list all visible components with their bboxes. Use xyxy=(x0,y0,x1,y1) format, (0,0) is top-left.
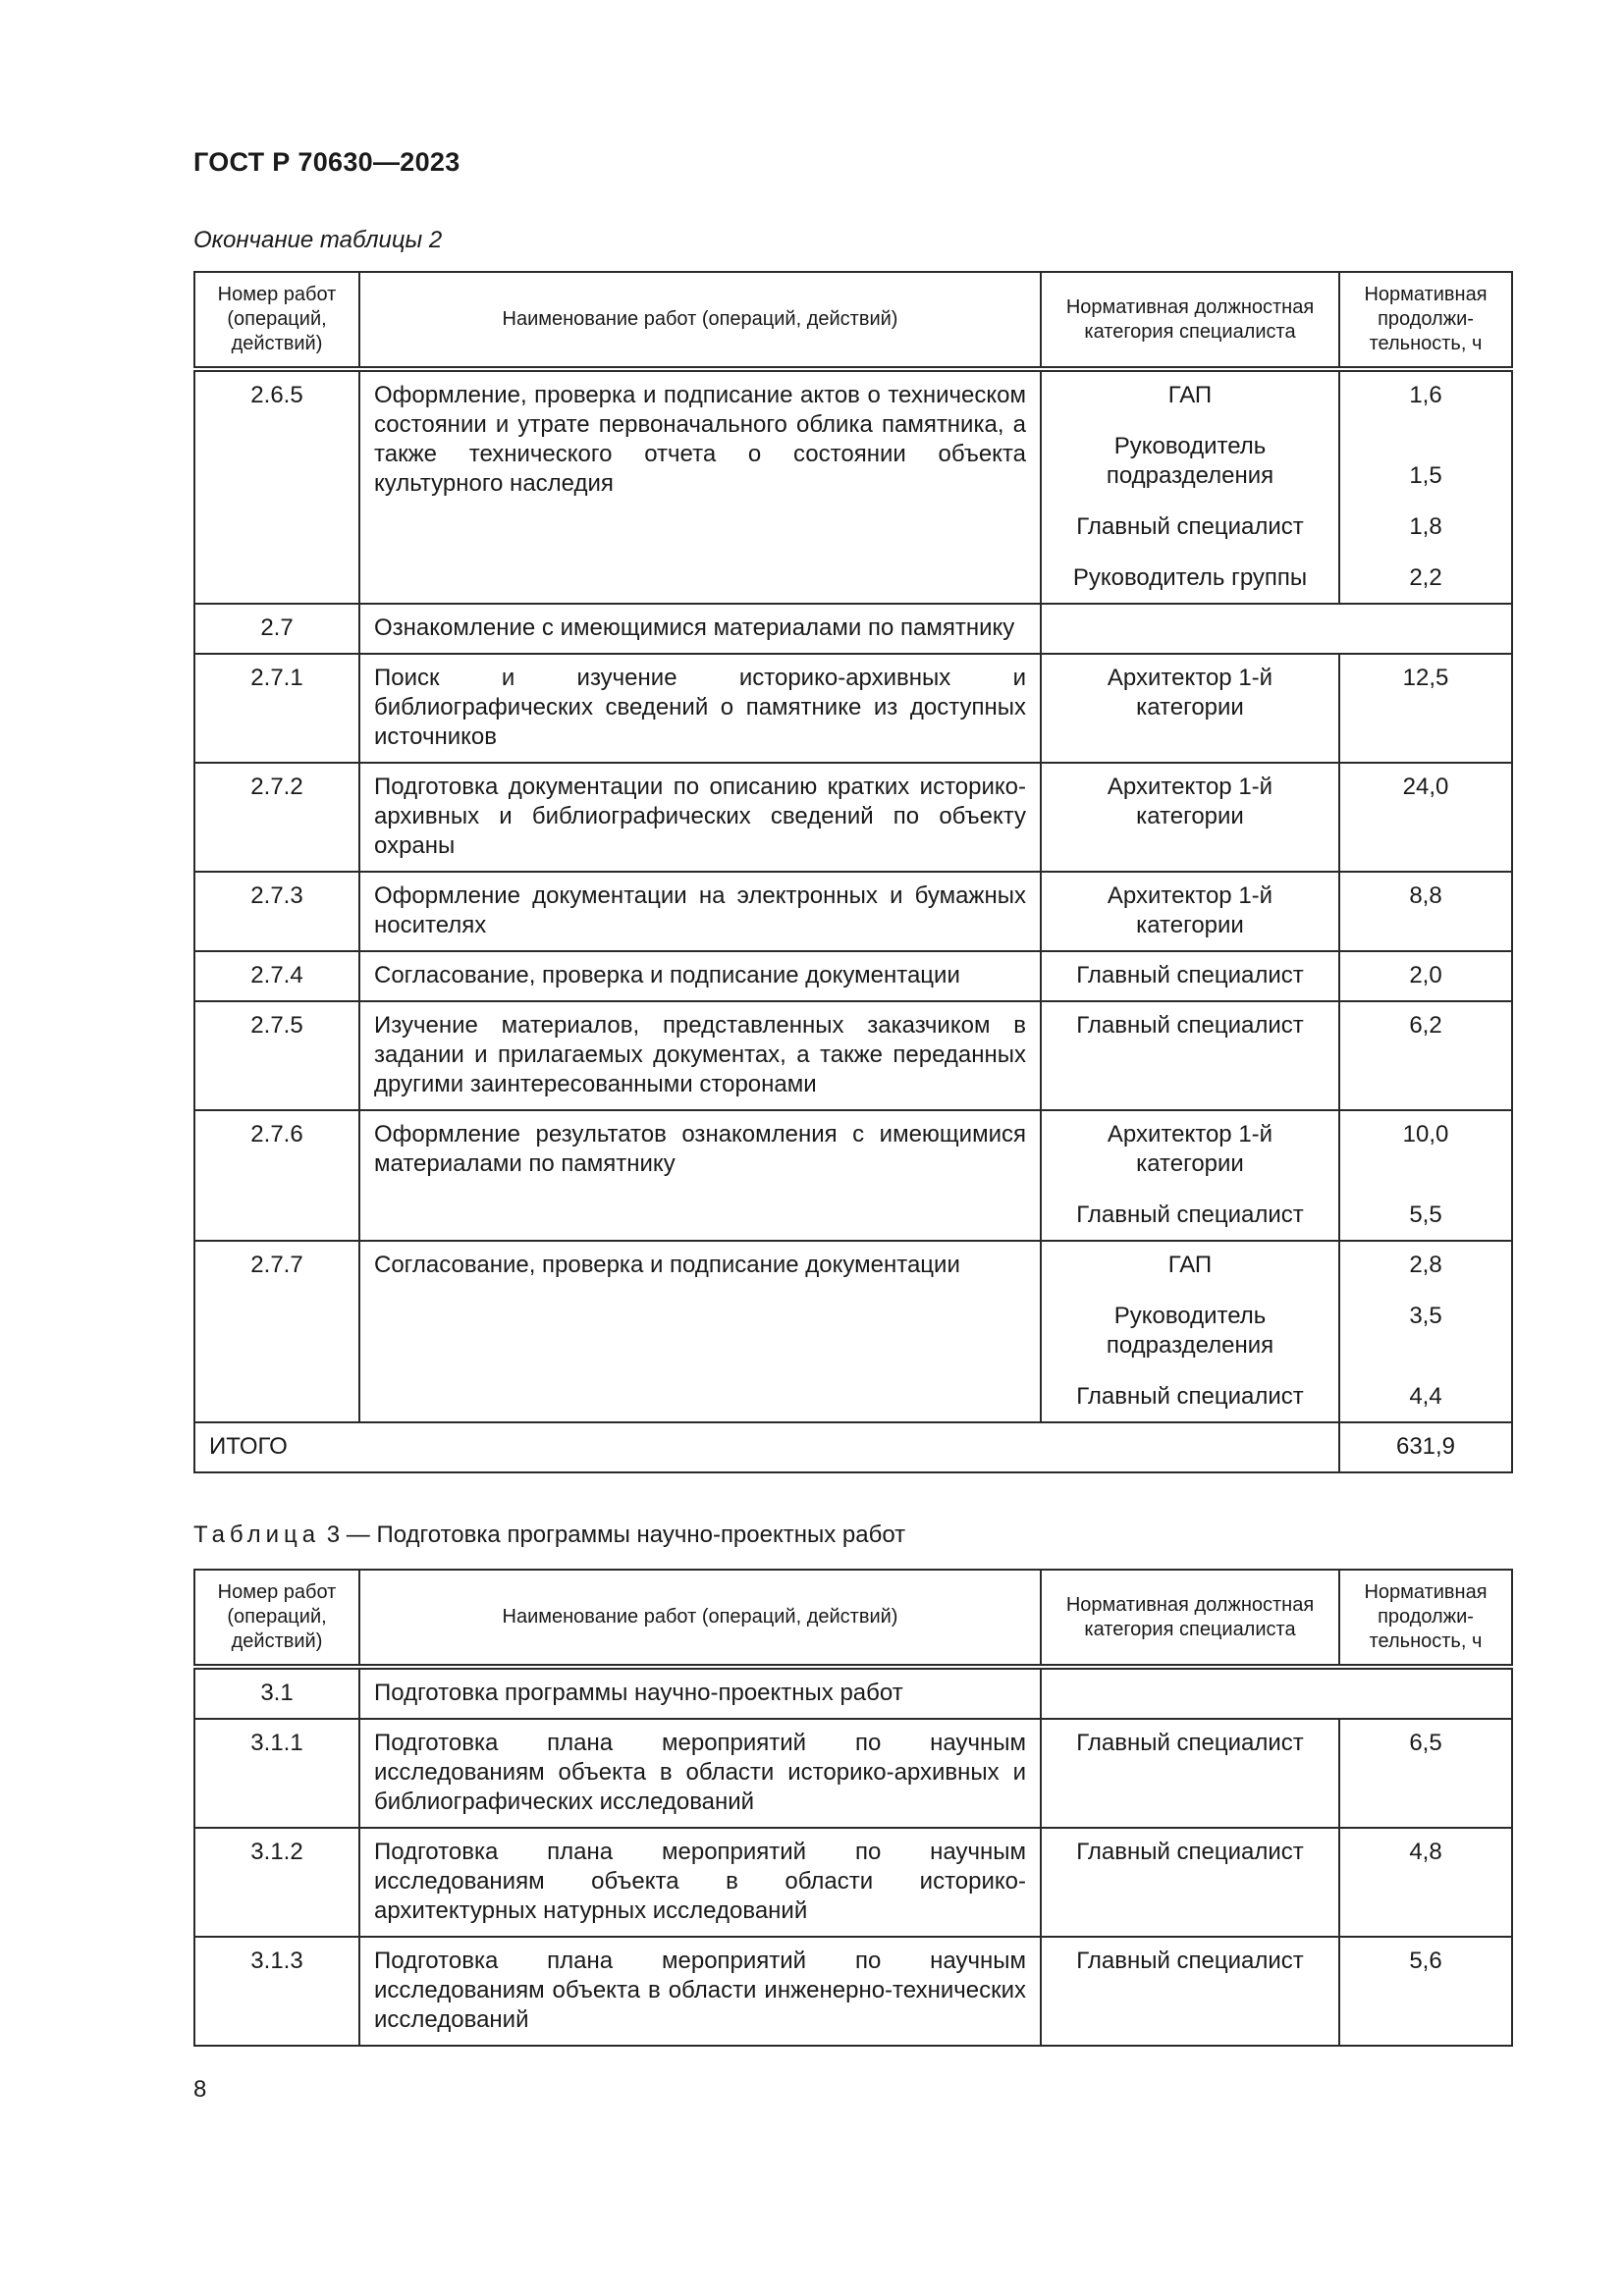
category-item: Главный специалист xyxy=(1076,1383,1304,1410)
row-num: 2.7 xyxy=(194,604,359,654)
row-duration xyxy=(1339,1241,1512,1422)
row-duration: 12,5 xyxy=(1339,654,1512,763)
row-category xyxy=(1041,1110,1339,1241)
duration-item: 4,4 xyxy=(1409,1383,1442,1410)
table-row xyxy=(194,1001,1512,1110)
table-header-row xyxy=(194,272,1512,369)
duration-item: 5,5 xyxy=(1409,1201,1442,1228)
row-name: Согласование, проверка и подписание документации xyxy=(359,1241,1041,1422)
table-row xyxy=(194,1667,1512,1719)
duration-item: 1,6 xyxy=(1409,382,1442,408)
header-duration: Нормативная продолжи-тельность, ч xyxy=(1339,1570,1512,1667)
row-duration xyxy=(1339,1110,1512,1241)
table-row xyxy=(194,1828,1512,1937)
duration-item: 3,5 xyxy=(1409,1303,1442,1329)
duration-item: 2,2 xyxy=(1409,564,1442,591)
total-value: 631,9 xyxy=(1339,1422,1512,1472)
table-3 xyxy=(193,1569,1513,2047)
row-num: 2.7.1 xyxy=(194,654,359,763)
row-num: 2.7.5 xyxy=(194,1001,359,1110)
header-category: Нормативная должностная категория специалиста xyxy=(1041,1570,1339,1667)
row-num: 3.1 xyxy=(194,1667,359,1719)
header-duration: Нормативная продолжи-тельность, ч xyxy=(1339,272,1512,369)
header-category: Нормативная должностная категория специалиста xyxy=(1041,272,1339,369)
header-name: Наименование работ (операций, действий) xyxy=(359,1570,1041,1667)
row-name: Оформление результатов ознакомления с имеющимися материалами по памятнику xyxy=(359,1110,1041,1241)
row-num: 3.1.3 xyxy=(194,1937,359,2046)
row-num: 2.7.3 xyxy=(194,872,359,951)
table-row xyxy=(194,951,1512,1001)
row-num: 2.7.2 xyxy=(194,763,359,872)
category-item: Руководитель подразделения xyxy=(1106,433,1274,489)
category-item: Архитектор 1-й категории xyxy=(1107,1121,1273,1177)
total-row xyxy=(194,1422,1512,1472)
table-row xyxy=(194,763,1512,872)
table2-continuation-caption: Окончание таблицы 2 xyxy=(193,227,443,253)
category-item: ГАП xyxy=(1167,382,1213,408)
row-num: 2.6.5 xyxy=(194,369,359,604)
category-item: Главный специалист xyxy=(1076,1201,1304,1228)
row-name: Подготовка плана мероприятий по научным исследованиям объекта в области инженерно-технических исследований xyxy=(359,1937,1041,2046)
row-category xyxy=(1041,369,1339,604)
row-duration: 8,8 xyxy=(1339,872,1512,951)
row-name: Подготовка плана мероприятий по научным исследованиям объекта в области историко-архивных и библиографических исследований xyxy=(359,1719,1041,1828)
row-name: Ознакомление с имеющимися материалами по памятнику xyxy=(359,604,1041,654)
table-row xyxy=(194,369,1512,604)
row-num: 2.7.6 xyxy=(194,1110,359,1241)
row-duration: 2,0 xyxy=(1339,951,1512,1001)
row-num: 3.1.1 xyxy=(194,1719,359,1828)
row-name: Согласование, проверка и подписание документации xyxy=(359,951,1041,1001)
row-name: Подготовка документации по описанию кратких историко-архивных и библиографических сведений по объекту охраны xyxy=(359,763,1041,872)
duration-item: 10,0 xyxy=(1402,1121,1449,1148)
table-row xyxy=(194,654,1512,763)
total-label: ИТОГО xyxy=(194,1422,1339,1472)
row-category: Главный специалист xyxy=(1041,1001,1339,1110)
header-num: Номер работ (операций, действий) xyxy=(194,1570,359,1667)
row-duration: 4,8 xyxy=(1339,1828,1512,1937)
row-category: Архитектор 1-й категории xyxy=(1041,872,1339,951)
row-name: Изучение материалов, представленных заказчиком в задании и прилагаемых документах, а также переданных другими заинтересованными сторонами xyxy=(359,1001,1041,1110)
table-header-row xyxy=(194,1570,1512,1667)
row-category: Главный специалист xyxy=(1041,951,1339,1001)
table-row xyxy=(194,1110,1512,1241)
row-name: Оформление, проверка и подписание актов о техническом состоянии и утрате первоначального облика памятника, а также технического отчета о состоянии объекта культурного наследия xyxy=(359,369,1041,604)
header-num: Номер работ (операций, действий) xyxy=(194,272,359,369)
table-row xyxy=(194,604,1512,654)
row-num: 2.7.4 xyxy=(194,951,359,1001)
category-item: ГАП xyxy=(1167,1252,1213,1278)
table3-caption-title: 3 — Подготовка программы научно-проектных работ xyxy=(326,1522,906,1548)
row-category: Главный специалист xyxy=(1041,1828,1339,1937)
row-category: Архитектор 1-й категории xyxy=(1041,763,1339,872)
table-row xyxy=(194,1719,1512,1828)
row-duration xyxy=(1339,369,1512,604)
table-row xyxy=(194,1241,1512,1422)
duration-item: 1,8 xyxy=(1409,513,1442,540)
row-duration: 6,2 xyxy=(1339,1001,1512,1110)
duration-item: 1,5 xyxy=(1409,462,1442,489)
page-number: 8 xyxy=(193,2076,207,2103)
table3-caption xyxy=(193,1522,905,1549)
category-item: Руководитель подразделения xyxy=(1106,1303,1274,1359)
row-name: Подготовка плана мероприятий по научным исследованиям объекта в области историко-архитектурных натурных исследований xyxy=(359,1828,1041,1937)
row-category: Главный специалист xyxy=(1041,1719,1339,1828)
row-category: Главный специалист xyxy=(1041,1937,1339,2046)
row-duration: 6,5 xyxy=(1339,1719,1512,1828)
row-name: Поиск и изучение историко-архивных и библиографических сведений о памятнике из доступных источников xyxy=(359,654,1041,763)
duration-item: 2,8 xyxy=(1409,1252,1442,1278)
row-name: Оформление документации на электронных и бумажных носителях xyxy=(359,872,1041,951)
header-name: Наименование работ (операций, действий) xyxy=(359,272,1041,369)
category-item: Руководитель группы xyxy=(1072,564,1308,591)
row-duration: 24,0 xyxy=(1339,763,1512,872)
row-category xyxy=(1041,1241,1339,1422)
category-item: Главный специалист xyxy=(1076,513,1304,540)
row-name: Подготовка программы научно-проектных работ xyxy=(359,1667,1041,1719)
table-row xyxy=(194,1937,1512,2046)
row-duration: 5,6 xyxy=(1339,1937,1512,2046)
row-num: 3.1.2 xyxy=(194,1828,359,1937)
row-empty-span xyxy=(1041,604,1512,654)
document-code: ГОСТ Р 70630—2023 xyxy=(193,147,460,177)
row-num: 2.7.7 xyxy=(194,1241,359,1422)
table-row xyxy=(194,872,1512,951)
row-category: Архитектор 1-й категории xyxy=(1041,654,1339,763)
table-2 xyxy=(193,271,1513,1473)
table3-caption-label: Таблица xyxy=(193,1522,321,1548)
row-empty-span xyxy=(1041,1667,1512,1719)
